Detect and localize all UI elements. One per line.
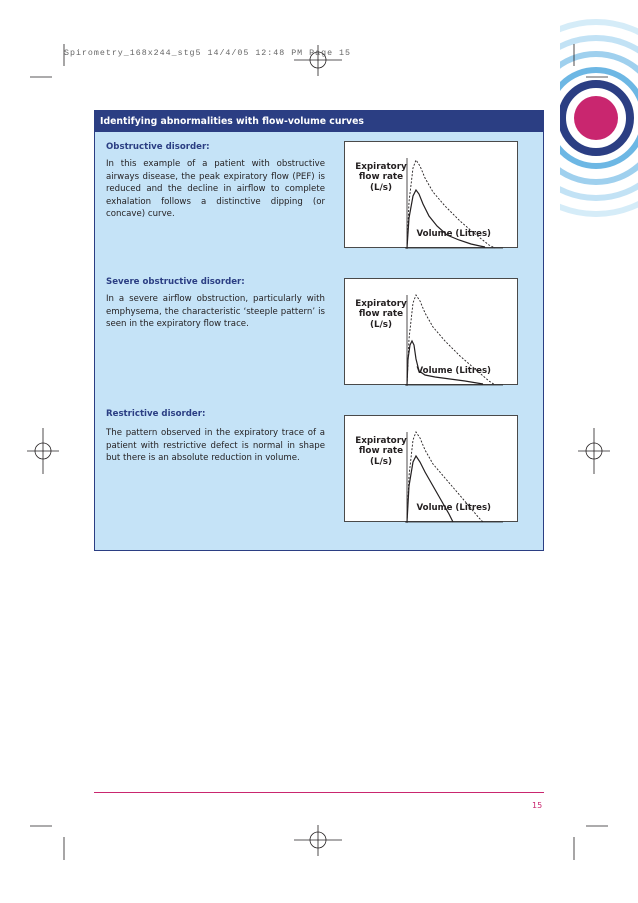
section-body-obstructive: In this example of a patient with obstructive airways disease, the peak expiratory flow (PEF) is reduced and the decline in airflow to complete exhalation follows a distinctive dipping (or concave) curve. xyxy=(106,159,325,220)
flow-volume-chart-obstructive xyxy=(344,141,518,248)
chart-xlabel: Volume (Litres) xyxy=(416,503,491,513)
panel-title: Identifying abnormalities with flow-volume curves xyxy=(95,111,543,132)
abnormalities-panel xyxy=(94,110,544,551)
flow-volume-chart-severe-obstructive xyxy=(344,278,518,385)
patient-curve xyxy=(407,341,483,385)
section-title-restrictive: Restrictive disorder: xyxy=(106,409,206,419)
registration-mark-right xyxy=(578,428,610,474)
flow-volume-chart-restrictive xyxy=(344,415,518,522)
patient-curve xyxy=(407,190,485,248)
registration-mark-left xyxy=(27,428,59,474)
page-number: 15 xyxy=(532,801,543,810)
section-body-restrictive: The pattern observed in the expiratory trace of a patient with restrictive defect is normal in shape but there is an absolute reduction in volume. xyxy=(106,428,325,464)
footer-rule xyxy=(94,792,544,793)
section-title-obstructive: Obstructive disorder: xyxy=(106,142,210,152)
registration-mark-bottom xyxy=(294,825,342,856)
chart-ylabel: Expiratory flow rate (L/s) xyxy=(355,436,407,467)
chart-xlabel: Volume (Litres) xyxy=(416,229,491,239)
section-title-severe-obstructive: Severe obstructive disorder: xyxy=(106,277,245,287)
section-body-severe-obstructive: In a severe airflow obstruction, particularly with emphysema, the characteristic ‘steeple pattern’ is seen in the expiratory flow trace. xyxy=(106,294,325,330)
chart-xlabel: Volume (Litres) xyxy=(416,366,491,376)
print-slug: Spirometry_168x244_stg5 14/4/05 12:48 PM Page 15 xyxy=(64,49,351,58)
chart-ylabel: Expiratory flow rate (L/s) xyxy=(355,299,407,330)
chart-ylabel: Expiratory flow rate (L/s) xyxy=(355,162,407,193)
